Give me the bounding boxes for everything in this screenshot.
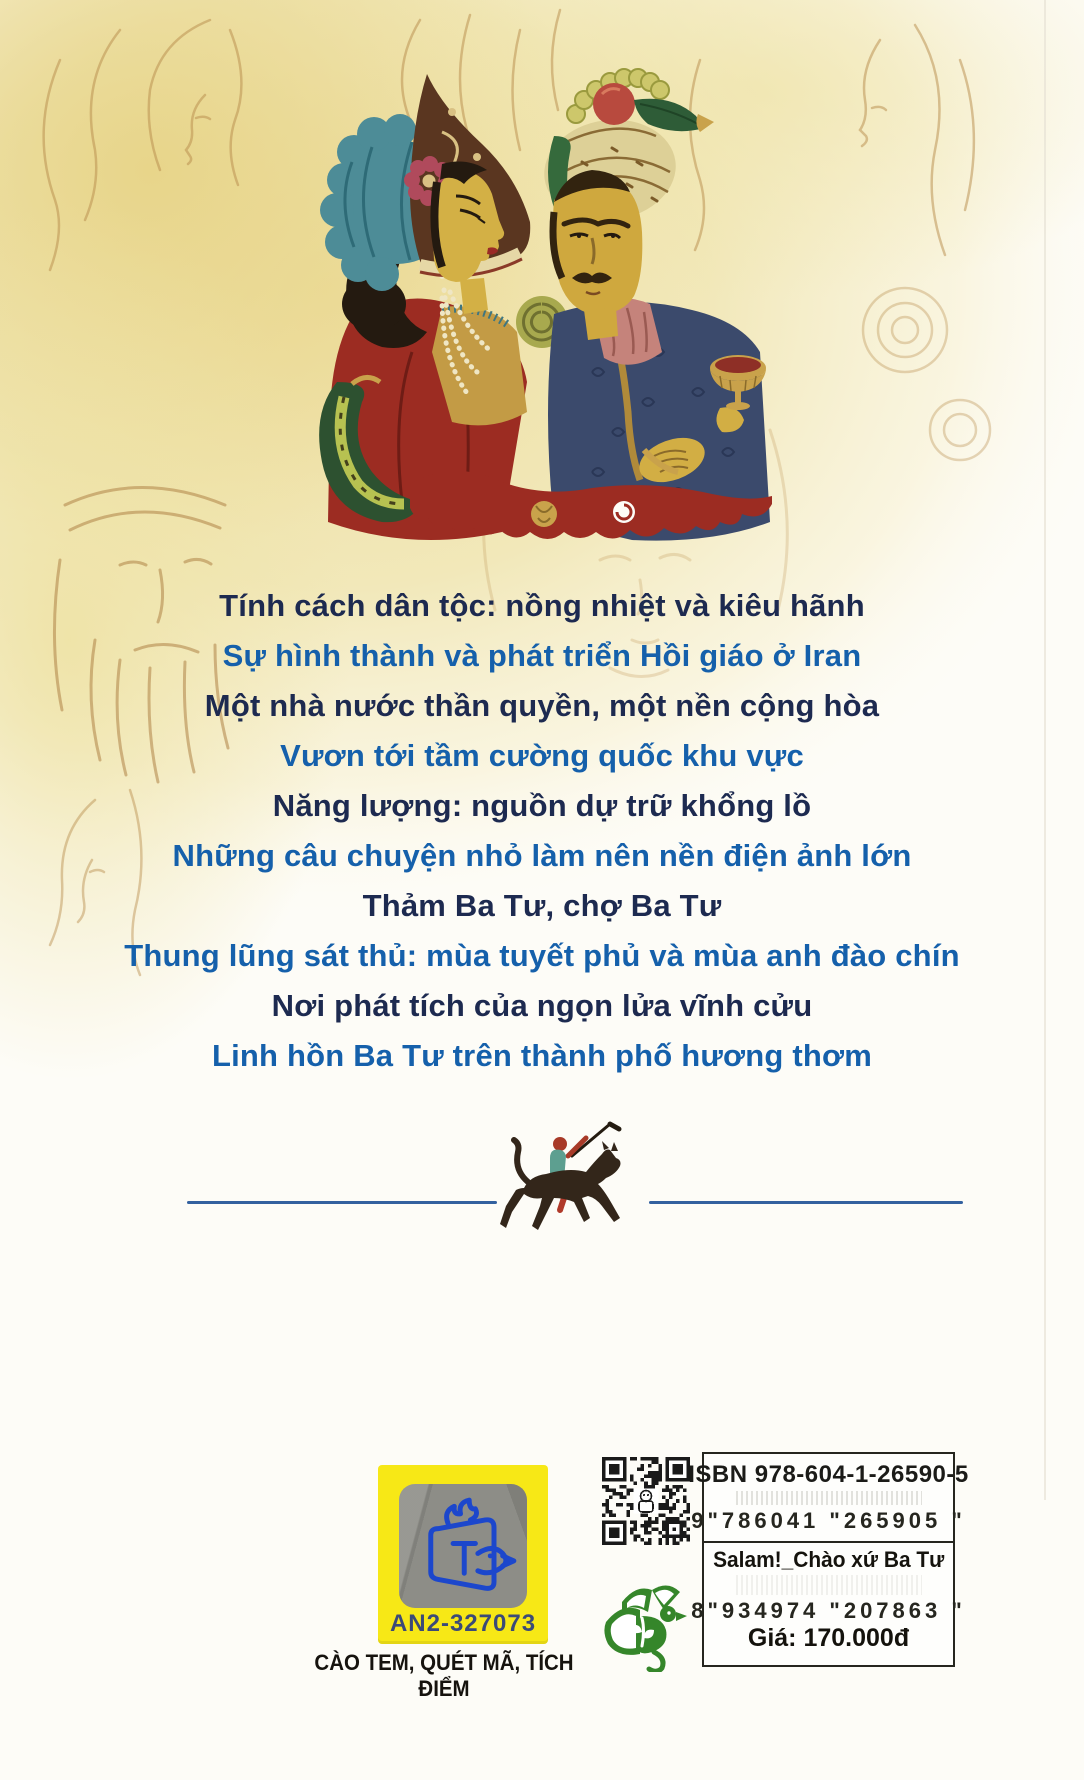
tagline: Tính cách dân tộc: nồng nhiệt và kiêu hãnh (219, 588, 865, 623)
divider-line-right (649, 1201, 963, 1204)
product-ean-text: 8"934974 "207863 " (691, 1598, 966, 1623)
stamp-code: AN2-327073 (389, 1610, 537, 1637)
tagline: Những câu chuyện nhỏ làm nên nền điện ảnh lớn (172, 838, 912, 873)
tagline: Thảm Ba Tư, chợ Ba Tư (362, 888, 722, 923)
tagline: Sự hình thành và phát triển Hồi giáo ở Iran (222, 638, 862, 673)
isbn-label: ISBN 978-604-1-26590-5 (688, 1461, 969, 1488)
torch-dove-icon (399, 1484, 527, 1608)
loyalty-stamp (378, 1465, 548, 1644)
hologram-panel (399, 1484, 527, 1608)
price-panel (691, 1541, 966, 1667)
tagline: Vươn tới tầm cường quốc khu vực (280, 738, 804, 773)
price-label: Giá: 170.000đ (747, 1624, 910, 1652)
divider-line-left (187, 1201, 497, 1204)
tagline: Nơi phát tích của ngọn lửa vĩnh cửu (271, 988, 813, 1023)
isbn-price-panel (688, 1452, 969, 1667)
publisher-logo-icon (596, 1572, 696, 1672)
isbn-barcode (736, 1491, 922, 1505)
tagline: Năng lượng: nguồn dự trữ khổng lồ (272, 788, 812, 823)
persian-couple-illustration (292, 52, 772, 552)
stamp-slogan: CÀO TEM, QUÉT MÃ, TÍCH ĐIỂM (314, 1650, 574, 1701)
qr-code (602, 1457, 690, 1545)
tagline-list (0, 581, 1084, 1081)
polo-rider-icon (494, 1118, 646, 1252)
tagline: Thung lũng sát thủ: mùa tuyết phủ và mùa anh đào chín (124, 938, 960, 973)
tagline: Linh hồn Ba Tư trên thành phố hương thơm (211, 1038, 873, 1073)
book-title-caption: Salam!_Chào xứ Ba Tư (712, 1547, 945, 1572)
isbn-ean-text: 9"786041 "265905 " (691, 1508, 966, 1533)
product-barcode (736, 1575, 922, 1595)
isbn-panel (688, 1452, 969, 1543)
tagline: Một nhà nước thần quyền, một nền cộng hòa (204, 688, 880, 723)
